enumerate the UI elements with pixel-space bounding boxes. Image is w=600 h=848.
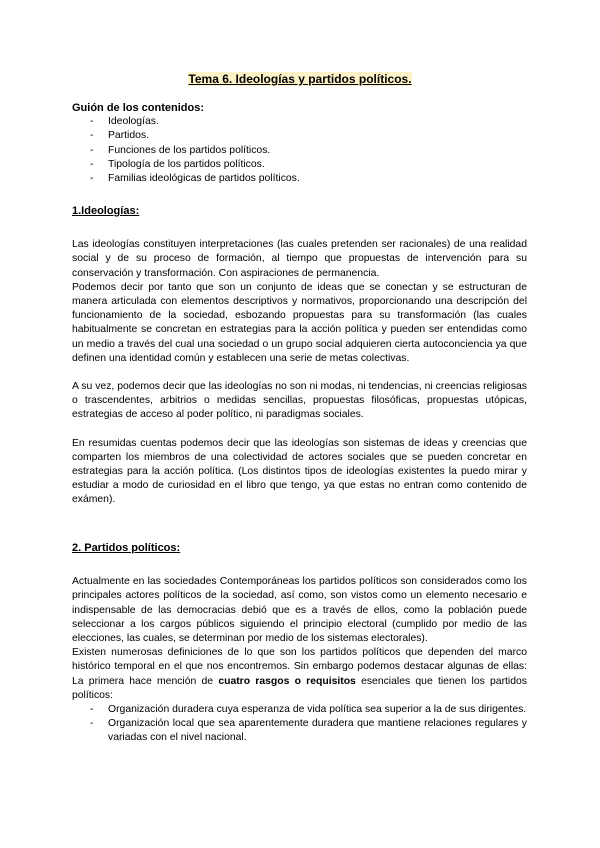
list-item: - Funciones de los partidos políticos. (72, 144, 527, 158)
bold-phrase: cuatro rasgos o requisitos (218, 675, 356, 687)
list-item: - Partidos. (72, 129, 527, 143)
guion-section (72, 101, 527, 186)
list-item: - Organización duradera cuya esperanza de vida política sea superior a la de sus dirigentes. (72, 703, 527, 717)
section-heading: 1.Ideologías: (72, 205, 140, 217)
guion-heading: Guión de los contenidos: (72, 102, 204, 114)
paragraph: Podemos decir por tanto que son un conjunto de ideas que se conectan y se estructuran de manera articulada con elementos descriptivos y normativos, proporcionando una descripción del funcionamiento de la sociedad, esbozando propuestas para su transformación (las cuales habitualmente se concretan en estrategias para la acción política y pueden ser entendidas como un medio a través del cual una sociedad o un grupo social adquieren cierta autoconciencia ya que definen una identidad común y establecen una serie de metas colectivas. (72, 281, 527, 364)
section-heading: 2. Partidos políticos: (72, 542, 181, 554)
list-item: - Tipología de los partidos políticos. (72, 158, 527, 172)
section-partidos (72, 541, 527, 746)
paragraph (72, 646, 527, 703)
list-item: - Familias ideológicas de partidos políticos. (72, 172, 527, 186)
paragraph: Las ideologías constituyen interpretaciones (las cuales pretenden ser racionales) de una realidad social y de su proceso de formación, al tiempo que propuestas de intervención para su conservación y transformación. Con aspiraciones de permanencia. (72, 239, 527, 279)
section-ideologias (72, 204, 527, 508)
paragraph-text: esenciales que tienen los partidos políticos: (72, 675, 527, 701)
guion-list (72, 115, 527, 186)
page-title (0, 72, 600, 86)
list-item: - Organización local que sea aparentemente duradera que mantiene relaciones regulares y variadas con el nivel nacional. (72, 717, 527, 745)
page-title-text: Tema 6. Ideologías y partidos políticos. (188, 72, 412, 86)
paragraph: A su vez, podemos decir que las ideologías no son ni modas, ni tendencias, ni creencias religiosas o trascendentes, arbitrios o medidas sencillas, propuestas filosóficas, propuestas utópicas, estrategias de acceso al poder político, ni paradigmas sociales. (72, 381, 527, 421)
paragraph: En resumidas cuentas podemos decir que las ideologías son sistemas de ideas y creencias que comparten los miembros de una colectividad de actores sociales que se pueden concretar en estrategias para la acción política. (Los distintos tipos de ideologías existentes la puedo mirar y estudiar a modo de curiosidad en el libro que tengo, ya que estas no entran como contenido de exámen). (72, 437, 527, 506)
paragraph-text: Existen numerosas definiciones de lo que son los partidos políticos que dependen del marco histórico temporal en el que nos encontremos. Sin embargo podemos destacar algunas de ellas: La primera hace mención de (72, 647, 527, 687)
requisitos-list (72, 703, 527, 746)
paragraph: Actualmente en las sociedades Contemporáneas los partidos políticos son considerados como los principales actores políticos de la sociedad, así como, son vistos como un elemento necesario e indispensable de las democracias debió que es a través de ellos, como la población puede seleccionar a los cargos públicos siguiendo el principio electoral (cumplido por medio de las elecciones, las cuales, se determinan por medio de los sistemas electorales). (72, 576, 527, 645)
list-item: - Ideologías. (72, 115, 527, 129)
